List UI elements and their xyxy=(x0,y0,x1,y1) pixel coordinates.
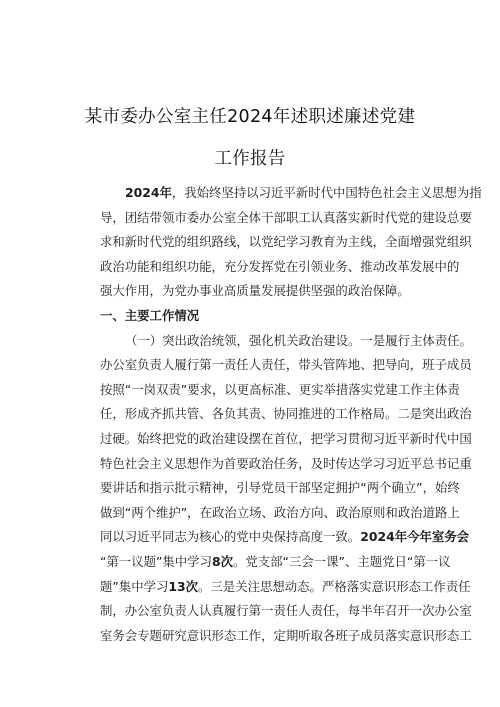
intro-line-4: 政治功能和组织功能，充分发挥党在引领业务、推动改革发展中的 xyxy=(100,258,460,274)
section-1-line-2: 办公室负责人履行第一责任人责任，带头管阵地、把导向，班子成员 xyxy=(100,357,472,373)
intro-line-1 xyxy=(100,181,482,206)
section-1-line-9 xyxy=(100,525,470,550)
section-1-line-9-text: 同以习近平同志为核心的党中央保持高度一致。 xyxy=(100,529,361,545)
section-1-line-12: 制，办公室负责人认真履行第一责任人责任，每半年召开一次办公室 xyxy=(100,603,472,619)
section-1-line-11-b: 。三是关注思想动态。严格落实意识形态工作责任 xyxy=(198,578,471,594)
section-1-line-4: 任，形成齐抓共管、各负其责、协同推进的工作格局。二是突出政治 xyxy=(100,406,472,422)
section-1-line-9-bold: 2024年今年室务会 xyxy=(360,529,470,545)
section-1-line-13: 室务会专题研究意识形态工作，定期听取各班子成员落实意识形态工 xyxy=(100,627,472,643)
section-1-line-3: 按照“一岗双责”要求，以更高标准、更实举措落实党建工作主体责 xyxy=(100,381,460,397)
section-1-line-10-a: “第一议题”集中学习 xyxy=(100,553,212,569)
intro-line-5: 强大作用，为党办事业高质量发展提供坚强的政治保障。 xyxy=(100,283,410,299)
document-title-line-1: 某市委办公室主任2024年述职述廉述党建 xyxy=(84,107,416,127)
section-1-line-11-count: 13次 xyxy=(168,578,199,594)
section-1-line-8: 做到“两个维护”，在政治立场、政治方向、政治原则和政治道路上 xyxy=(100,504,460,520)
section-1-line-7: 要讲话和指示批示精神，引导党员干部坚定拥护“两个确立”，始终 xyxy=(100,480,460,496)
document-title-line-2: 工作报告 xyxy=(214,149,286,169)
section-1-line-10-count: 8次 xyxy=(211,553,233,569)
section-1-line-10-b: 。党支部“三会一课”、主题党日“第一议 xyxy=(232,553,451,569)
section-1-heading: 一、主要工作情况 xyxy=(100,307,200,323)
intro-text: ，我始终坚持以习近平新时代中国特色社会主义思想为指 xyxy=(171,185,482,200)
section-1-line-5: 过硬。始终把党的政治建设摆在首位，把学习贯彻习近平新时代中国 xyxy=(100,430,472,446)
section-1-line-11-a: 题”集中学习 xyxy=(100,578,169,594)
section-1-line-1: （一）突出政治统领，强化机关政治建设。一是履行主体责任。 xyxy=(125,332,472,348)
intro-line-3: 求和新时代党的组织路线，以党纪学习教育为主线，全面增强党组织 xyxy=(100,234,472,250)
intro-line-2: 导，团结带领市委办公室全体干部职工认真落实新时代党的建设总要 xyxy=(100,209,472,225)
document-body xyxy=(100,181,482,648)
section-1-line-10 xyxy=(100,550,451,575)
section-1-line-6: 特色社会主义思想作为首要政治任务，及时传达学习习近平总书记重 xyxy=(100,455,472,471)
section-1-line-11 xyxy=(100,575,471,600)
intro-lead-year: 2024年 xyxy=(125,185,172,200)
